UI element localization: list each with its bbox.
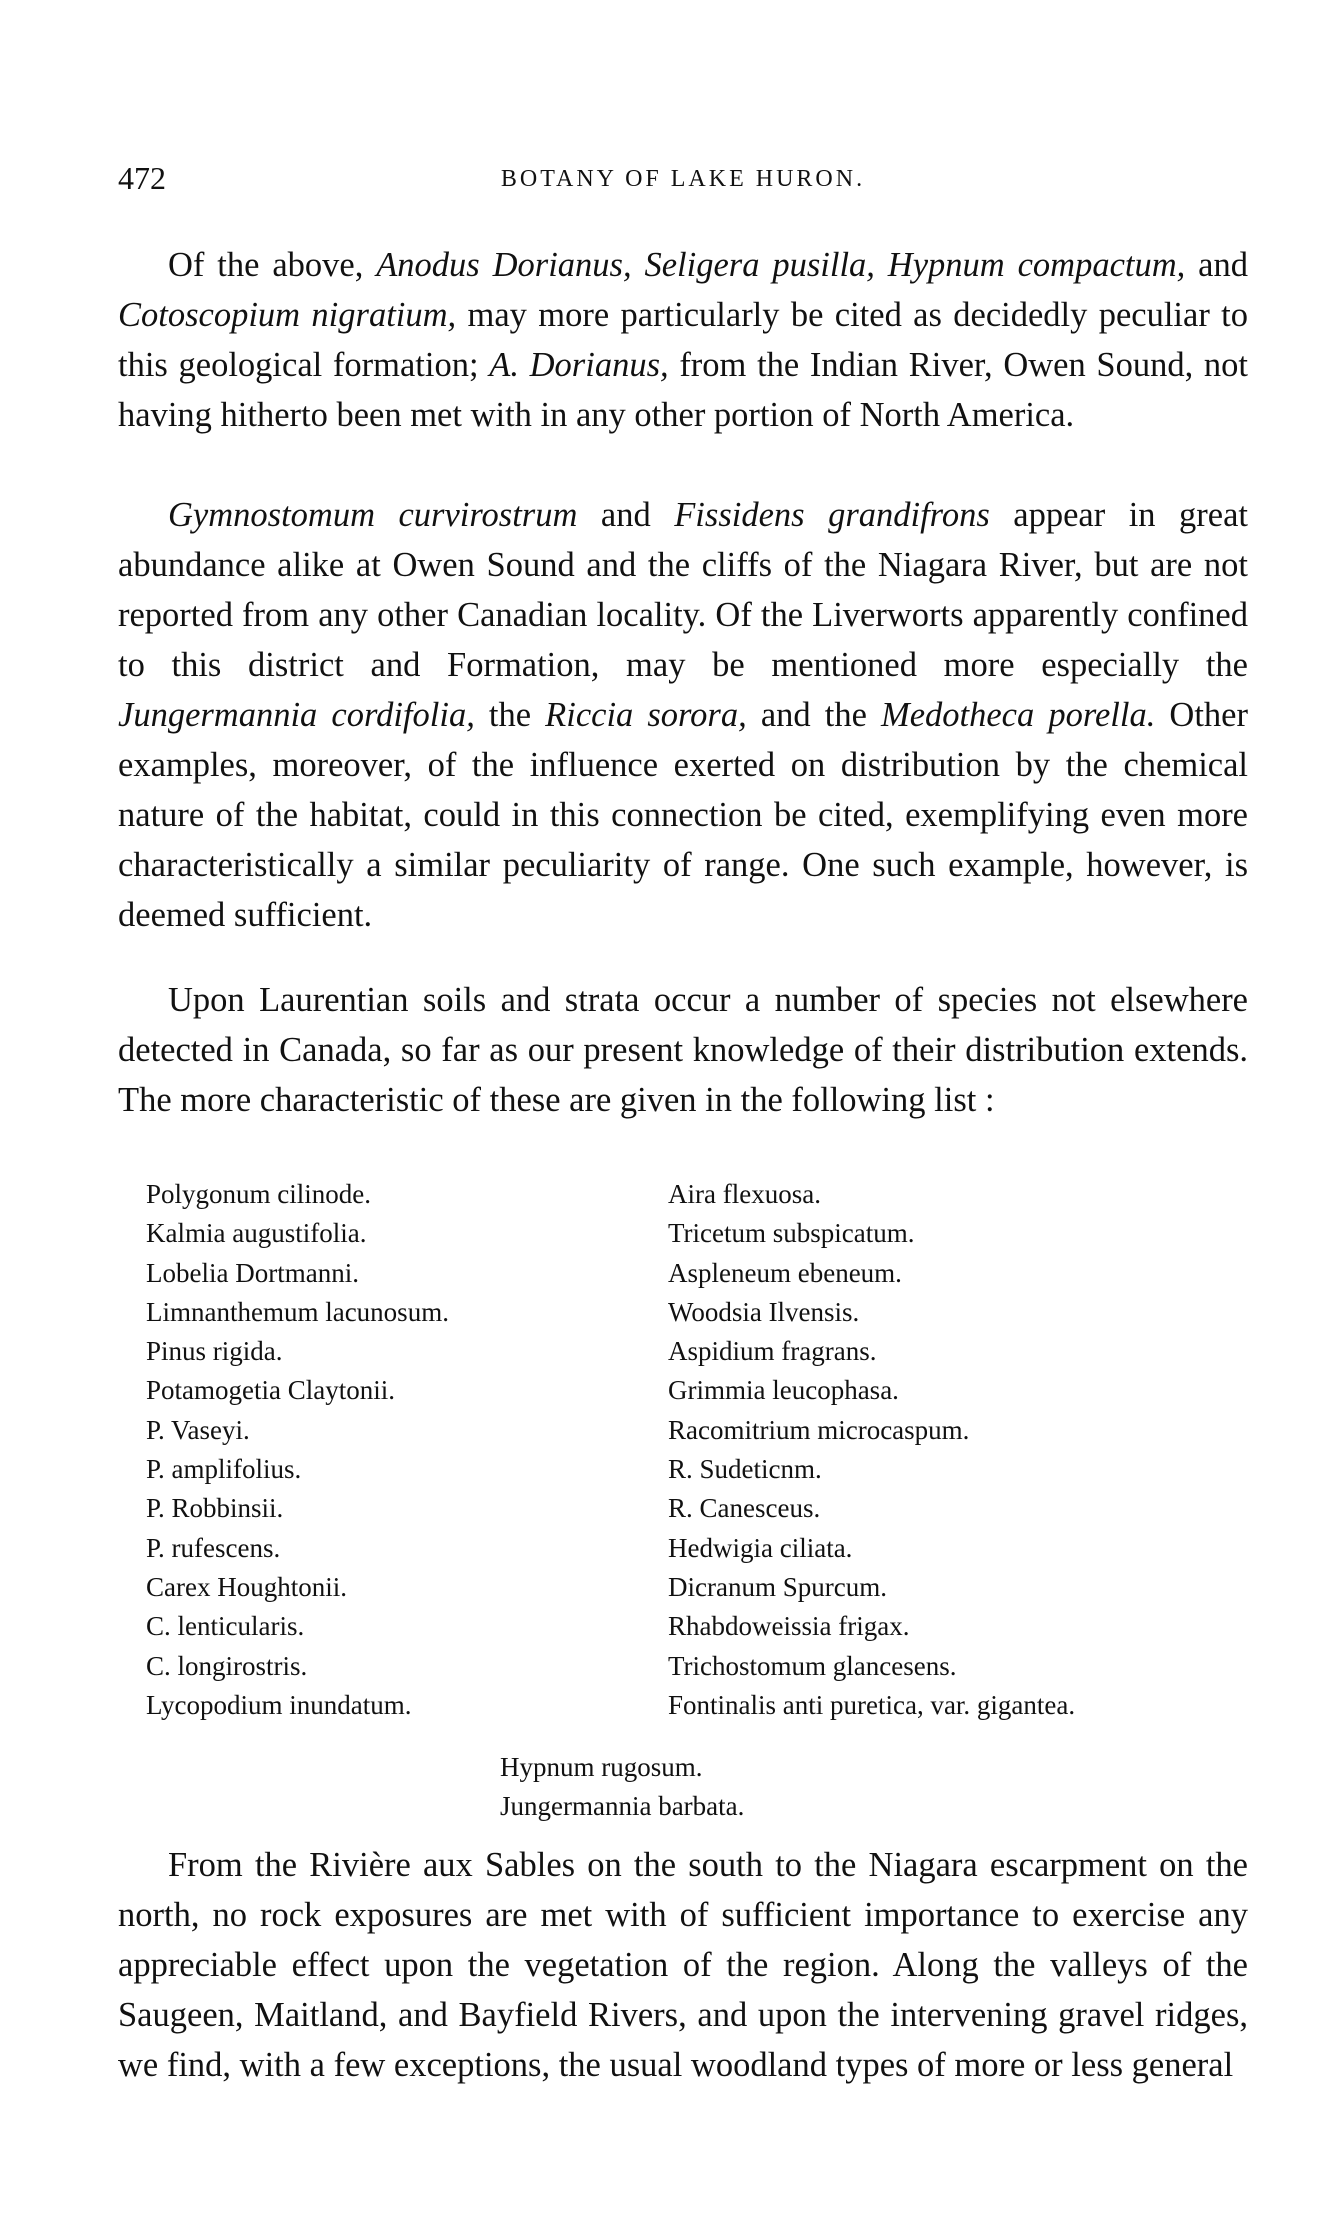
- italic-run: A. Dorianus,: [489, 346, 669, 384]
- species-item: Pinus rigida.: [146, 1336, 283, 1367]
- species-item: Tricetum subspicatum.: [668, 1218, 915, 1249]
- species-item: Dicranum Spurcum.: [668, 1571, 887, 1602]
- species-item: Racomitrium microcaspum.: [668, 1414, 970, 1445]
- species-list-centered: [500, 1748, 744, 1827]
- species-item: P. amplifolius.: [146, 1454, 302, 1485]
- text-run: Other examples, moreover, of the influence exerted on distribution by the chemical nature of the habitat, could in this connection be cited, exemplifying even more characteristically a similar peculiarity of range. One such example, however, is deemed sufficient.: [118, 696, 1248, 934]
- paragraph-1: [118, 240, 1248, 440]
- species-item: Limnanthemum lacunosum.: [146, 1296, 449, 1327]
- species-item: Potamogetia Claytonii.: [146, 1375, 395, 1406]
- text-run: and: [1185, 246, 1248, 284]
- species-item: Fontinalis anti puretica, var. gigantea.: [668, 1689, 1076, 1720]
- species-item: Trichostomum glancesens.: [668, 1650, 957, 1681]
- italic-run: Medotheca porella.: [880, 696, 1156, 734]
- species-item: P. Robbinsii.: [146, 1493, 284, 1524]
- species-item: R. Canesceus.: [668, 1493, 821, 1524]
- species-column-left: [146, 1175, 666, 1725]
- species-item: C. lenticularis.: [146, 1611, 305, 1642]
- species-item: Jungermannia barbata.: [500, 1791, 745, 1822]
- paragraph-3: [118, 975, 1248, 1125]
- species-item: Carex Houghtonii.: [146, 1571, 347, 1602]
- species-item: Rhabdoweissia frigax.: [668, 1611, 910, 1642]
- species-item: P. rufescens.: [146, 1532, 281, 1563]
- text-run: appear in great abundance alike at Owen Sound and the cliffs of the Niagara River, but are not reported from any other Canadian locality. Of the Liverworts apparently confined to this district and Formation, may be mentioned more especially the: [118, 496, 1248, 684]
- species-item: Polygonum cilinode.: [146, 1179, 371, 1209]
- species-item: Aira flexuosa.: [668, 1179, 821, 1209]
- text-run: Of the above,: [168, 246, 377, 284]
- italic-run: Cotoscopium nigratium,: [118, 296, 457, 334]
- species-column-right: [668, 1175, 1268, 1725]
- species-item: Aspleneum ebeneum.: [668, 1257, 902, 1288]
- running-title: BOTANY OF LAKE HURON.: [500, 166, 866, 192]
- species-item: Hedwigia ciliata.: [668, 1532, 853, 1563]
- species-item: Lobelia Dortmanni.: [146, 1257, 359, 1288]
- italic-run: Jungermannia cordifolia,: [118, 696, 475, 734]
- species-item: C. longirostris.: [146, 1650, 308, 1681]
- paragraph-3-text: Upon Laurentian soils and strata occur a number of species not elsewhere detected in Canada, so far as our present knowledge of their distribution extends. The more characteristic of these are given in the following list :: [118, 981, 1248, 1119]
- species-item: Kalmia augustifolia.: [146, 1218, 367, 1249]
- paragraph-4-text: From the Rivière aux Sables on the south to the Niagara escarpment on the north, no rock exposures are met with of sufficient importance to exercise any appreciable effect upon the vegetation of the region. Along the valleys of the Saugeen, Maitland, and Bayfield Rivers, and upon the intervening gravel ridges, we find, with a few exceptions, the usual woodland types of more or less general: [118, 1846, 1248, 2084]
- text-run: and: [577, 496, 675, 534]
- text-run: the: [474, 696, 546, 734]
- species-item: Hypnum rugosum.: [500, 1752, 703, 1782]
- paragraph-4: [118, 1840, 1248, 2090]
- italic-run: Riccia sorora,: [545, 696, 747, 734]
- paragraph-2: [118, 490, 1248, 940]
- italic-run: Anodus Dorianus, Seligera pusilla, Hypnum compactum,: [376, 246, 1186, 284]
- species-item: Woodsia Ilvensis.: [668, 1296, 860, 1327]
- italic-run: Fissidens grandifrons: [674, 496, 990, 534]
- running-head: [118, 160, 1248, 200]
- species-item: P. Vaseyi.: [146, 1414, 250, 1445]
- text-run: from the Indian River, Owen Sound, not having hitherto been met with in any other portion of North America.: [118, 346, 1248, 434]
- text-run: and the: [746, 696, 881, 734]
- page-number: 472: [118, 160, 166, 196]
- species-item: Lycopodium inundatum.: [146, 1689, 412, 1720]
- text-run: may more particularly be cited as decidedly peculiar to this geological formation;: [118, 296, 1249, 384]
- species-item: Grimmia leucophasa.: [668, 1375, 899, 1406]
- species-item: Aspidium fragrans.: [668, 1336, 877, 1367]
- italic-run: Gymnostomum curvirostrum: [168, 496, 578, 534]
- species-item: R. Sudeticnm.: [668, 1454, 822, 1485]
